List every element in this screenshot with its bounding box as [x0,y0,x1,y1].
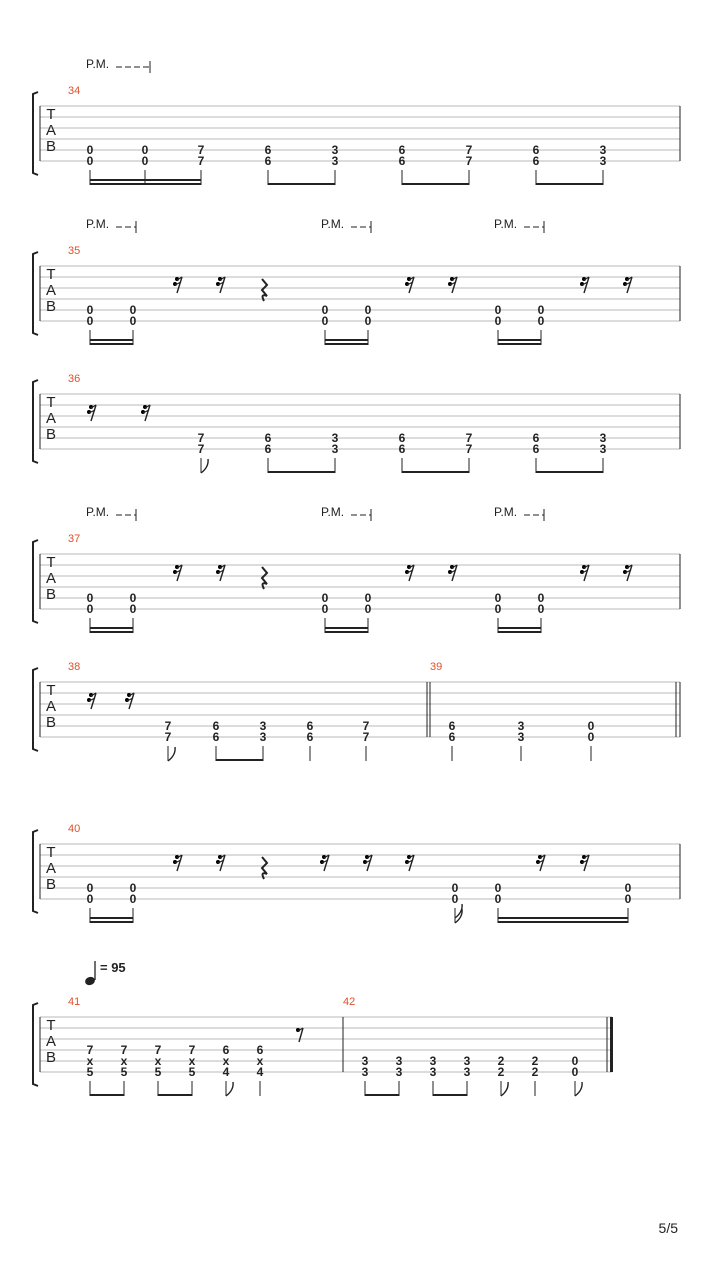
fret-number: 0 [571,1054,579,1068]
beam [498,343,541,345]
fret-number: 7 [465,431,473,445]
beam [268,471,335,473]
fret-number: 0 [624,881,632,895]
fret-number: 3 [331,143,339,157]
beam [498,627,541,629]
fret-number: 6 [212,730,220,744]
fret-number: 2 [497,1054,505,1068]
fret-number: 5 [86,1065,94,1079]
measure-number: 35 [68,245,81,257]
tab-clef-letter: B [45,876,57,893]
tempo-value: = 95 [100,960,126,975]
beam [402,183,469,185]
fret-number: 7 [362,730,370,744]
fret-number: 2 [531,1065,539,1079]
fret-number: 0 [129,314,137,328]
fret-number: 0 [494,303,502,317]
fret-number: 3 [361,1065,369,1079]
beam [90,631,133,633]
tab-clef-letter: A [45,1033,57,1050]
palm-mute-label: P.M. [321,505,345,519]
palm-mute-label: P.M. [86,505,110,519]
beam [498,917,628,919]
fret-number: 0 [321,591,329,605]
fret-number: 4 [222,1065,230,1079]
fret-number: 0 [86,591,94,605]
beam [90,183,201,185]
system-brace [33,92,38,175]
fret-number: 6 [306,730,314,744]
fret-number: 4 [256,1065,264,1079]
measure-number: 39 [430,661,443,673]
fret-number: 6 [448,730,456,744]
fret-number: 3 [331,431,339,445]
beam [536,471,603,473]
palm-mute-label: P.M. [86,217,110,231]
tab-clef-letter: B [45,138,57,155]
fret-number: 0 [364,591,372,605]
quarter-rest [262,567,267,589]
fret-number: 2 [531,1054,539,1068]
beam [158,1094,192,1096]
tab-clef-letter: A [45,570,57,587]
fret-number: 6 [398,442,406,456]
fret-number: 0 [494,591,502,605]
tab-clef-letter: B [45,426,57,443]
note-flag [226,1082,233,1096]
tab-clef-letter: A [45,698,57,715]
beam [365,1094,399,1096]
measure-number: 38 [68,661,81,673]
fret-number: 6 [264,154,272,168]
beam [325,627,368,629]
fret-number: 3 [599,143,607,157]
beam [402,471,469,473]
palm-mute-label: P.M. [494,505,518,519]
fret-number: 0 [494,602,502,616]
fret-number: 6 [264,143,272,157]
tab-clef-letter: T [46,266,56,283]
tab-clef-letter: A [45,410,57,427]
fret-number: 0 [451,892,459,906]
tab-clef-letter: B [45,586,57,603]
dead-note-mark: x [120,1054,128,1068]
fret-number: 0 [364,303,372,317]
fret-number: 7 [120,1043,128,1057]
system-brace [33,1003,38,1086]
fret-number: 6 [256,1043,264,1057]
quarter-rest [262,857,267,879]
quarter-rest [262,279,267,301]
fret-number: 0 [129,881,137,895]
fret-number: 3 [463,1065,471,1079]
tab-clef-letter: T [46,394,56,411]
palm-mute-label: P.M. [86,57,110,71]
fret-number: 0 [451,881,459,895]
dead-note-mark: x [154,1054,162,1068]
note-flag [168,747,175,761]
fret-number: 7 [86,1043,94,1057]
system-brace [33,540,38,623]
fret-number: 6 [212,719,220,733]
fret-number: 3 [331,154,339,168]
fret-number: 7 [197,442,205,456]
tab-clef-letter: A [45,282,57,299]
fret-number: 7 [164,730,172,744]
fret-number: 0 [129,591,137,605]
fret-number: 7 [197,143,205,157]
quarter-note-icon [84,976,96,987]
beam [498,339,541,341]
fret-number: 3 [599,442,607,456]
fret-number: 0 [129,602,137,616]
fret-number: 0 [571,1065,579,1079]
fret-number: 6 [398,143,406,157]
fret-number: 6 [306,719,314,733]
fret-number: 0 [86,602,94,616]
system-brace [33,380,38,463]
fret-number: 6 [222,1043,230,1057]
note-flag [201,459,208,473]
fret-number: 7 [154,1043,162,1057]
measure-number: 37 [68,533,81,545]
fret-number: 0 [587,730,595,744]
beam [433,1094,467,1096]
fret-number: 6 [448,719,456,733]
fret-number: 7 [465,154,473,168]
fret-number: 2 [497,1065,505,1079]
beam [536,183,603,185]
measure-number: 41 [68,996,81,1008]
measure-number: 42 [343,996,356,1008]
beam [498,921,628,923]
fret-number: 0 [321,602,329,616]
final-barline-thick [610,1017,613,1072]
palm-mute-label: P.M. [494,217,518,231]
fret-number: 3 [429,1054,437,1068]
fret-number: 3 [395,1065,403,1079]
fret-number: 3 [599,154,607,168]
beam [216,759,263,761]
beam [325,339,368,341]
beam [268,183,335,185]
fret-number: 0 [129,892,137,906]
fret-number: 7 [362,719,370,733]
page-number: 5/5 [658,1220,678,1236]
fret-number: 0 [494,892,502,906]
tab-clef-letter: T [46,554,56,571]
beam [90,339,133,341]
fret-number: 0 [86,881,94,895]
beam [90,179,201,181]
tab-clef-letter: A [45,860,57,877]
tab-clef-letter: A [45,122,57,139]
fret-number: 3 [517,730,525,744]
fret-number: 3 [429,1065,437,1079]
fret-number: 0 [537,314,545,328]
fret-number: 6 [532,442,540,456]
system-brace [33,252,38,335]
fret-number: 7 [197,154,205,168]
fret-number: 0 [141,143,149,157]
fret-number: 3 [599,431,607,445]
fret-number: 7 [465,442,473,456]
fret-number: 0 [494,314,502,328]
tab-clef-letter: T [46,844,56,861]
fret-number: 0 [537,591,545,605]
fret-number: 0 [86,303,94,317]
fret-number: 7 [197,431,205,445]
beam [90,1094,124,1096]
fret-number: 0 [494,881,502,895]
fret-number: 5 [188,1065,196,1079]
tab-clef-letter: T [46,1017,56,1034]
fret-number: 0 [86,314,94,328]
fret-number: 0 [587,719,595,733]
measure-number: 36 [68,373,81,385]
note-flag [501,1082,508,1096]
fret-number: 5 [154,1065,162,1079]
fret-number: 3 [331,442,339,456]
tab-clef-letter: B [45,714,57,731]
fret-number: 6 [264,431,272,445]
fret-number: 0 [86,143,94,157]
fret-number: 0 [86,154,94,168]
measure-number: 34 [68,85,81,97]
tab-clef-letter: T [46,682,56,699]
fret-number: 6 [532,431,540,445]
fret-number: 3 [259,719,267,733]
fret-number: 5 [120,1065,128,1079]
fret-number: 0 [86,892,94,906]
fret-number: 3 [259,730,267,744]
beam [498,631,541,633]
fret-number: 0 [129,303,137,317]
dead-note-mark: x [222,1054,230,1068]
fret-number: 3 [395,1054,403,1068]
tab-clef-letter: B [45,298,57,315]
system-brace [33,668,38,751]
palm-mute-label: P.M. [321,217,345,231]
fret-number: 0 [321,314,329,328]
fret-number: 6 [264,442,272,456]
system-brace [33,830,38,913]
fret-number: 0 [537,303,545,317]
beam [90,343,133,345]
beam [90,627,133,629]
tab-clef-letter: B [45,1049,57,1066]
fret-number: 0 [321,303,329,317]
fret-number: 6 [398,154,406,168]
beam [90,917,133,919]
fret-number: 6 [532,143,540,157]
beam [325,631,368,633]
dead-note-mark: x [256,1054,264,1068]
fret-number: 6 [398,431,406,445]
fret-number: 3 [463,1054,471,1068]
fret-number: 0 [141,154,149,168]
beam [325,343,368,345]
fret-number: 3 [517,719,525,733]
dead-note-mark: x [86,1054,94,1068]
fret-number: 0 [624,892,632,906]
fret-number: 6 [532,154,540,168]
fret-number: 7 [188,1043,196,1057]
dead-note-mark: x [188,1054,196,1068]
beam [90,921,133,923]
fret-number: 0 [364,602,372,616]
fret-number: 3 [361,1054,369,1068]
measure-number: 40 [68,823,81,835]
tab-clef-letter: T [46,106,56,123]
fret-number: 0 [364,314,372,328]
fret-number: 7 [164,719,172,733]
note-flag [575,1082,582,1096]
fret-number: 0 [537,602,545,616]
fret-number: 7 [465,143,473,157]
